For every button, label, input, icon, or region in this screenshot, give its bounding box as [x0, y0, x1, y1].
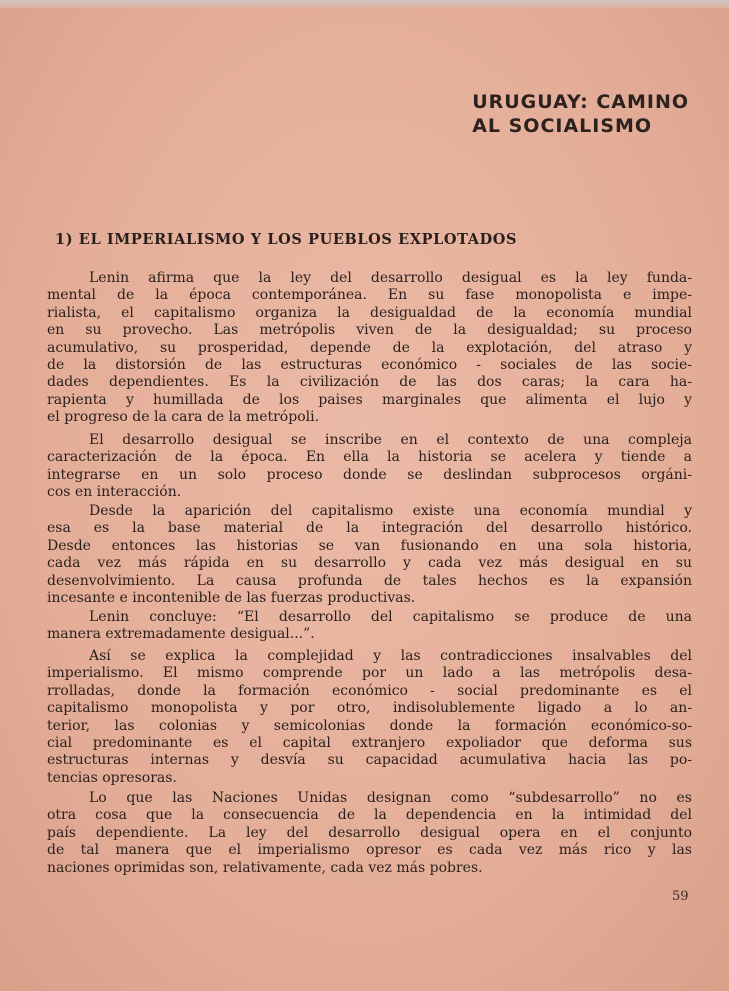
text-line: naciones oprimidas son, relativamente, cada vez más pobres.: [47, 859, 483, 876]
paragraph-3: [47, 503, 692, 607]
text-line: desenvolvimiento. La causa profunda de tales hechos es la expansión: [47, 572, 692, 589]
chapter-title-line-1: URUGUAY: CAMINO: [472, 91, 689, 113]
text-line: imperialismo. El mismo comprende por un lado a las metrópolis desa-: [47, 665, 692, 682]
text-line: rapienta y humillada de los paises marginales que alimenta el lujo y: [47, 391, 692, 408]
text-line: en su provecho. Las metrópolis viven de la desigualdad; su proceso: [47, 322, 692, 339]
text-line: Lo que las Naciones Unidas designan como “subdesarrollo” no es: [89, 790, 692, 806]
paragraph-6: [47, 790, 692, 877]
text-line: cial predominante es el capital extranjero expoliador que deforma sus: [47, 734, 692, 751]
text-line: el progreso de la cara de la metrópoli.: [47, 409, 320, 426]
paragraph-1: [47, 270, 692, 427]
text-line: Lenin afirma que la ley del desarrollo desigual es la ley funda-: [89, 270, 692, 286]
chapter-title: [472, 90, 689, 138]
text-line: de la distorsión de las estructuras económico - sociales de las socie-: [47, 356, 692, 373]
text-line: dades dependientes. Es la civilización de las dos caras; la cara ha-: [47, 374, 692, 391]
text-line: caracterización de la época. En ella la historia se acelera y tiende a: [47, 449, 692, 466]
text-line: tencias opresoras.: [47, 769, 177, 786]
text-line: rrolladas, donde la formación económico - social predominante es el: [47, 682, 692, 699]
paragraph-4: [47, 609, 692, 644]
text-line: terior, las colonias y semicolonias donde la formación económico-so-: [47, 717, 692, 734]
text-line: Así se explica la complejidad y las contradicciones insalvables del: [89, 648, 692, 664]
page-top-edge: [0, 0, 729, 8]
paragraph-5: [47, 648, 692, 787]
text-line: manera extremadamente desigual...”.: [47, 626, 315, 643]
section-heading: 1) EL IMPERIALISMO Y LOS PUEBLOS EXPLOTADOS: [55, 231, 518, 248]
page-number: 59: [672, 889, 689, 904]
text-line: incesante e incontenible de las fuerzas productivas.: [47, 589, 416, 606]
text-line: capitalismo monopolista y por otro, indisolublemente ligado a lo an-: [47, 700, 692, 717]
text-line: El desarrollo desigual se inscribe en el contexto de una compleja: [89, 432, 692, 448]
text-line: cada vez más rápida en su desarrollo y cada vez más desigual en su: [47, 555, 692, 572]
text-line: rialista, el capitalismo organiza la desigualdad de la economía mundial: [47, 304, 692, 321]
text-line: acumulativo, su prosperidad, depende de la explotación, del atraso y: [47, 339, 692, 356]
text-line: esa es la base material de la integración del desarrollo histórico.: [47, 520, 692, 537]
text-line: otra cosa que la consecuencia de la dependencia en la intimidad del: [47, 807, 692, 824]
chapter-title-line-2: AL SOCIALISMO: [472, 115, 653, 137]
text-line: país dependiente. La ley del desarrollo desigual opera en el conjunto: [47, 824, 692, 841]
text-line: integrarse en un solo proceso donde se deslindan subprocesos orgáni-: [47, 466, 692, 483]
text-line: estructuras internas y desvía su capacidad acumulativa hacia las po-: [47, 752, 692, 769]
text-line: Desde la aparición del capitalismo existe una economía mundial y: [89, 503, 692, 519]
text-line: de tal manera que el imperialismo opresor es cada vez más rico y las: [47, 842, 692, 859]
text-line: Lenin concluye: “El desarrollo del capitalismo se produce de una: [89, 609, 692, 625]
text-line: cos en interacción.: [47, 484, 182, 501]
text-line: Desde entonces las historias se van fusionando en una sola historia,: [47, 537, 692, 554]
text-line: mental de la época contemporánea. En su fase monopolista e impe-: [47, 287, 692, 304]
paragraph-2: [47, 432, 692, 502]
